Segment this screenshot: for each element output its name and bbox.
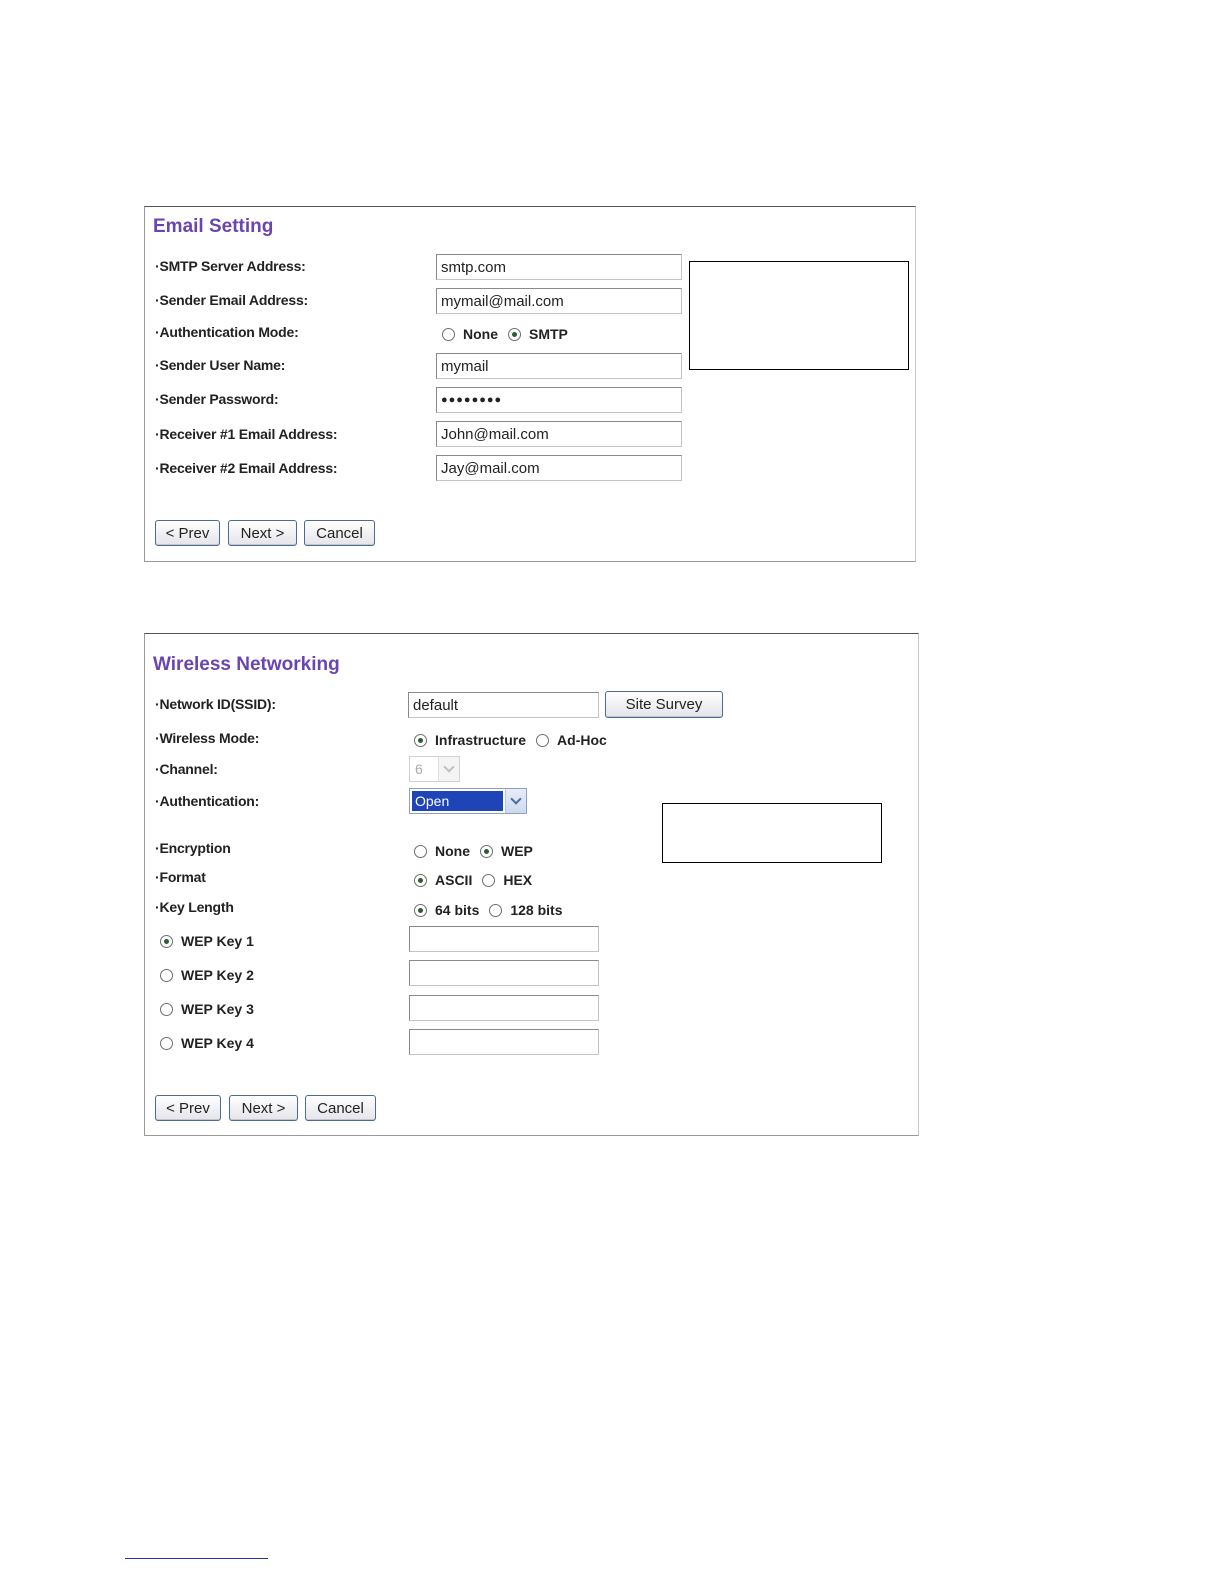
- keylen-64-option[interactable]: [414, 902, 479, 918]
- encryption-none-radio[interactable]: [414, 845, 427, 858]
- wireless-mode-group: [414, 732, 607, 748]
- encryption-none-text: None: [435, 843, 470, 859]
- ssid-input[interactable]: [408, 692, 599, 718]
- auth-none-radio[interactable]: [442, 328, 455, 341]
- sender-email-label: ·Sender Email Address:: [155, 292, 309, 308]
- wep-key3-radio[interactable]: [160, 1003, 173, 1016]
- encryption-wep-option[interactable]: [480, 843, 533, 859]
- sender-user-input[interactable]: [436, 353, 682, 379]
- auth-mode-label: ·Authentication Mode:: [155, 324, 299, 340]
- format-ascii-text: ASCII: [435, 872, 473, 888]
- format-hex-text: HEX: [503, 872, 533, 888]
- wep-key1-input[interactable]: [409, 926, 599, 952]
- mode-adhoc-text: Ad-Hoc: [557, 732, 607, 748]
- wep-key4-radio[interactable]: [160, 1037, 173, 1050]
- keylen-128-option[interactable]: [489, 902, 562, 918]
- keylen-64-radio[interactable]: [414, 904, 427, 917]
- email-prev-button[interactable]: < Prev: [155, 520, 220, 546]
- mode-adhoc-radio[interactable]: [536, 734, 549, 747]
- smtp-server-label: ·SMTP Server Address:: [155, 258, 306, 274]
- authentication-value: Open: [412, 791, 503, 811]
- wep-key2-option[interactable]: [160, 967, 254, 983]
- mode-infrastructure-radio[interactable]: [414, 734, 427, 747]
- wireless-networking-panel: [144, 633, 919, 1136]
- wep-key1-option[interactable]: [160, 933, 254, 949]
- channel-select: [409, 756, 460, 782]
- auth-mode-none-option[interactable]: [442, 326, 498, 342]
- wep-key3-option[interactable]: [160, 1001, 254, 1017]
- keylen-128-text: 128 bits: [510, 902, 563, 918]
- auth-smtp-text: SMTP: [529, 326, 568, 342]
- auth-mode-group: [442, 326, 568, 342]
- format-hex-option[interactable]: [482, 872, 532, 888]
- wep-key2-text: WEP Key 2: [181, 967, 254, 983]
- wep-key4-text: WEP Key 4: [181, 1035, 254, 1051]
- key-length-group: [414, 902, 563, 918]
- encryption-none-option[interactable]: [414, 843, 470, 859]
- mode-adhoc-option[interactable]: [536, 732, 607, 748]
- sender-user-label: ·Sender User Name:: [155, 357, 286, 373]
- format-hex-radio[interactable]: [482, 874, 495, 887]
- receiver1-input[interactable]: [436, 421, 682, 447]
- receiver1-label: ·Receiver #1 Email Address:: [155, 426, 338, 442]
- mode-infrastructure-text: Infrastructure: [435, 732, 527, 748]
- wep-key3-input[interactable]: [409, 995, 599, 1021]
- ssid-label: ·Network ID(SSID):: [155, 696, 276, 712]
- wep-key3-text: WEP Key 3: [181, 1001, 254, 1017]
- sender-email-input[interactable]: [436, 288, 682, 314]
- email-setting-panel: [144, 206, 916, 562]
- auth-smtp-radio[interactable]: [508, 328, 521, 341]
- wireless-next-button[interactable]: Next >: [229, 1095, 298, 1121]
- sender-password-label: ·Sender Password:: [155, 391, 279, 407]
- wireless-callout-box: [662, 803, 882, 863]
- sender-password-input[interactable]: ●●●●●●●●: [436, 387, 682, 413]
- mode-infrastructure-option[interactable]: [414, 732, 526, 748]
- authentication-select[interactable]: [409, 788, 527, 814]
- email-setting-title: Email Setting: [153, 216, 274, 237]
- wep-key2-input[interactable]: [409, 960, 599, 986]
- wep-key1-radio[interactable]: [160, 935, 173, 948]
- site-survey-button[interactable]: Site Survey: [605, 691, 723, 718]
- smtp-server-input[interactable]: [436, 254, 682, 280]
- chevron-down-icon: [438, 757, 459, 781]
- email-cancel-button[interactable]: Cancel: [304, 520, 375, 546]
- encryption-label: ·Encryption: [155, 840, 231, 856]
- wep-key1-text: WEP Key 1: [181, 933, 254, 949]
- email-callout-box: [689, 261, 909, 370]
- encryption-wep-radio[interactable]: [480, 845, 493, 858]
- wep-key4-input[interactable]: [409, 1029, 599, 1055]
- auth-none-text: None: [463, 326, 498, 342]
- encryption-group: [414, 843, 533, 859]
- authentication-label: ·Authentication:: [155, 793, 260, 809]
- receiver2-input[interactable]: [436, 455, 682, 481]
- auth-mode-smtp-option[interactable]: [508, 326, 568, 342]
- format-label: ·Format: [155, 869, 206, 885]
- receiver2-label: ·Receiver #2 Email Address:: [155, 460, 338, 476]
- keylen-128-radio[interactable]: [489, 904, 502, 917]
- chevron-down-icon[interactable]: [505, 789, 526, 813]
- email-next-button[interactable]: Next >: [228, 520, 297, 546]
- wireless-cancel-button[interactable]: Cancel: [305, 1095, 376, 1121]
- wireless-prev-button[interactable]: < Prev: [155, 1095, 221, 1121]
- encryption-wep-text: WEP: [501, 843, 533, 859]
- channel-value: 6: [415, 761, 423, 777]
- wireless-mode-label: ·Wireless Mode:: [155, 730, 260, 746]
- footnote-rule: [125, 1558, 268, 1559]
- format-ascii-radio[interactable]: [414, 874, 427, 887]
- wep-key2-radio[interactable]: [160, 969, 173, 982]
- format-ascii-option[interactable]: [414, 872, 472, 888]
- channel-label: ·Channel:: [155, 761, 218, 777]
- keylen-64-text: 64 bits: [435, 902, 480, 918]
- wireless-networking-title: Wireless Networking: [153, 654, 340, 675]
- key-length-label: ·Key Length: [155, 899, 234, 915]
- wep-key4-option[interactable]: [160, 1035, 254, 1051]
- format-group: [414, 872, 532, 888]
